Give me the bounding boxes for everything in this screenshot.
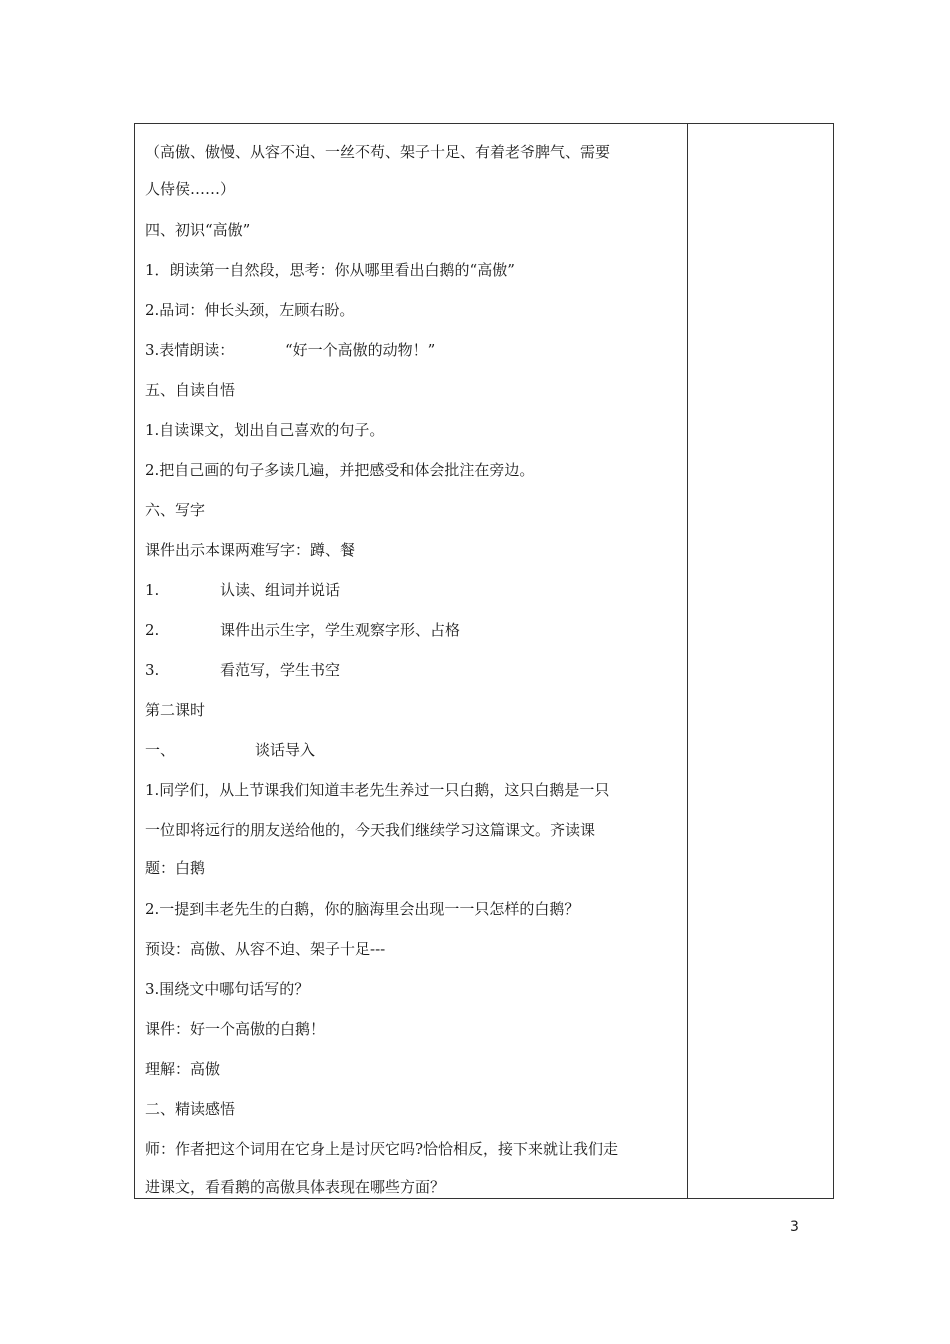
section-heading: 五、自读自悟 (145, 381, 236, 399)
section-heading: 二、精读感悟 (145, 1100, 236, 1118)
text-line: 1．朗读第一自然段，思考：你从哪里看出白鹅的“高傲” (145, 261, 515, 279)
list-item-text: 认读、组词并说话 (220, 581, 341, 599)
text-line: （高傲、傲慢、从容不迫、一丝不苟、架子十足、有着老爷脾气、需要 (145, 143, 611, 161)
text-line: 预设：高傲、从容不迫、架子十足--- (145, 940, 386, 958)
text-line: 进课文，看看鹅的高傲具体表现在哪些方面？ (145, 1178, 446, 1196)
list-item-text: 看范写，学生书空 (220, 661, 341, 679)
list-number: 1. (145, 581, 160, 599)
list-item-text: 课件出示生字，学生观察字形、占格 (220, 621, 461, 639)
section-heading: 六、写字 (145, 501, 206, 519)
text-line: 3.围绕文中哪句话写的？ (145, 980, 310, 998)
section-heading: 四、初识“高傲” (145, 221, 251, 239)
text-line: 2.把自己画的句子多读几遍，并把感受和体会批注在旁边。 (145, 461, 535, 479)
section-heading: 第二课时 (145, 701, 206, 719)
text-line: 课件出示本课两难写字：蹲、餐 (145, 541, 356, 559)
text-line: 1.同学们，从上节课我们知道丰老先生养过一只白鹅，这只白鹅是一只 (145, 781, 610, 799)
text-line: 2.品词：伸长头颈，左顾右盼。 (145, 301, 355, 319)
text-line: “好一个高傲的动物！” (285, 341, 436, 359)
text-line: 2.一提到丰老先生的白鹅，你的脑海里会出现一一只怎样的白鹅？ (145, 900, 580, 918)
lesson-plan-table (134, 123, 834, 1199)
text-line: 师：作者把这个词用在它身上是讨厌它吗?恰恰相反，接下来就让我们走 (145, 1140, 619, 1158)
section-heading: 谈话导入 (255, 741, 316, 759)
text-line: 一位即将远行的朋友送给他的，今天我们继续学习这篇课文。齐读课 (145, 821, 596, 839)
text-line: 题：白鹅 (145, 859, 206, 877)
column-divider (687, 124, 688, 1198)
text-line: 人侍侯……） (145, 180, 236, 198)
list-number: 2. (145, 621, 160, 639)
text-line: 3.表情朗读： (145, 341, 235, 359)
text-line: 1.自读课文，划出自己喜欢的句子。 (145, 421, 385, 439)
text-line: 理解：高傲 (145, 1060, 221, 1078)
page-number: 3 (790, 1219, 799, 1235)
section-number: 一、 (145, 741, 176, 759)
text-line: 课件：好一个高傲的白鹅！ (145, 1020, 326, 1038)
list-number: 3. (145, 661, 160, 679)
